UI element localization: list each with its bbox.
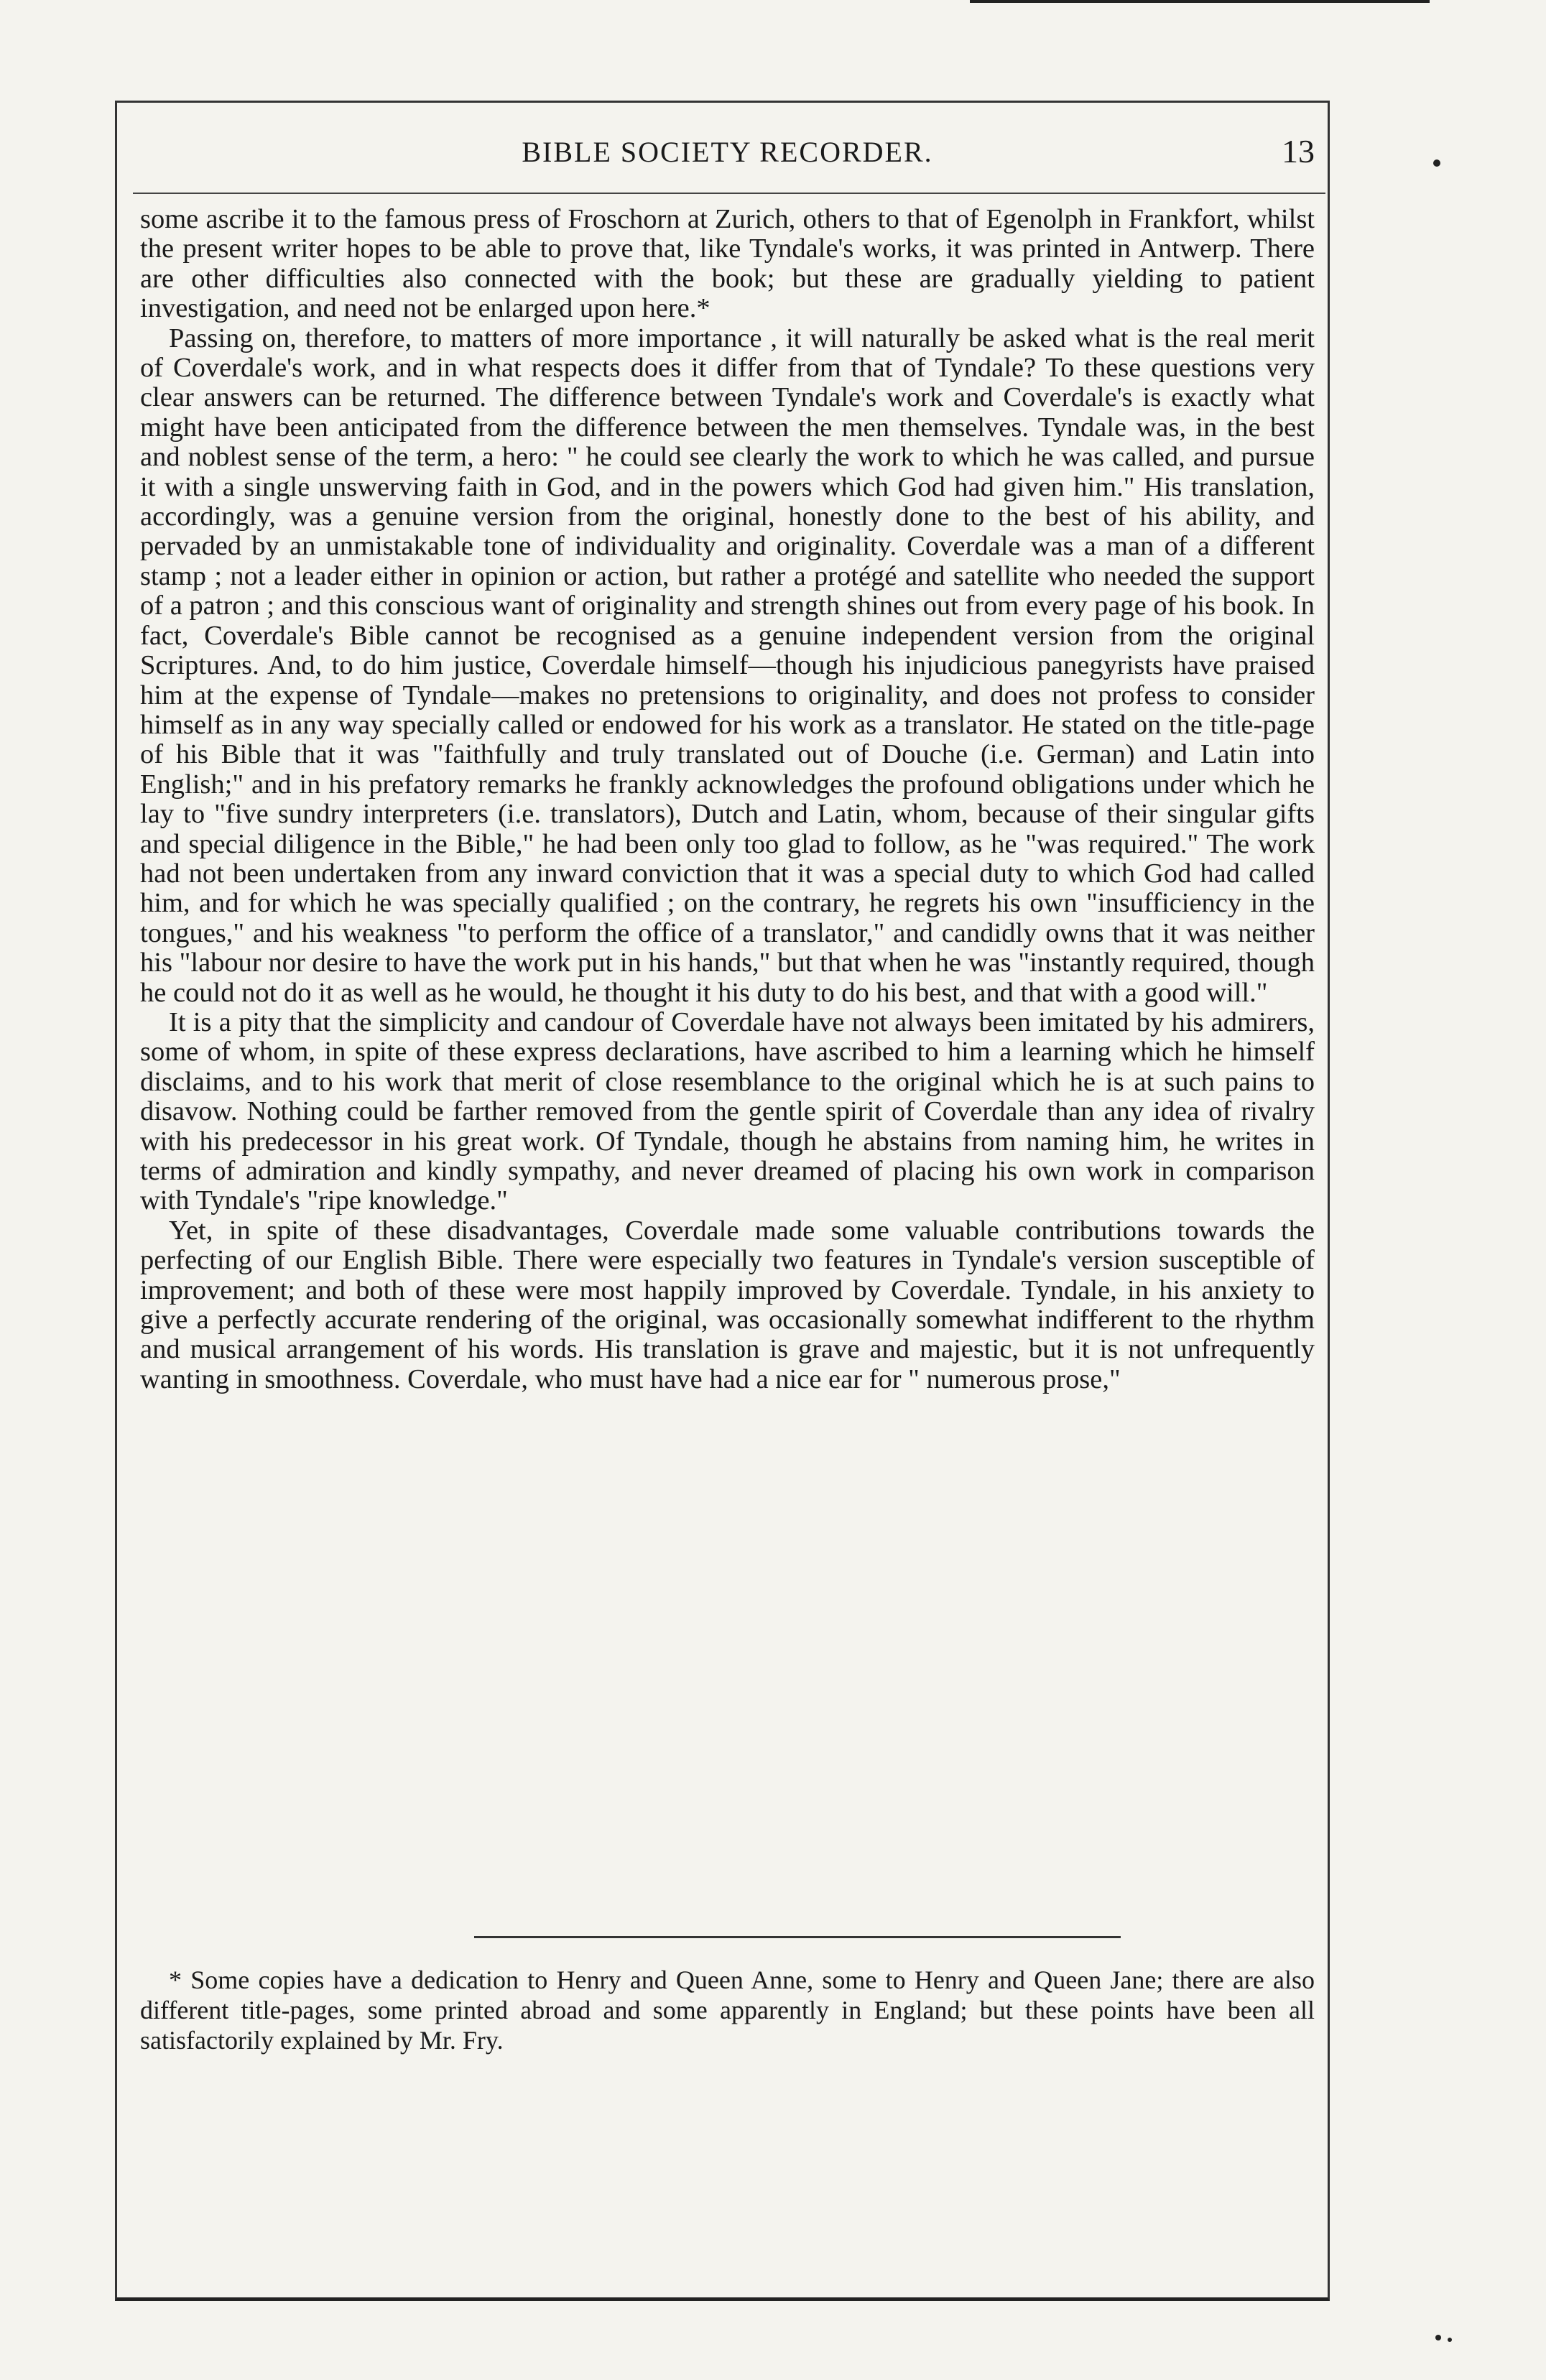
paragraph: Yet, in spite of these disadvantages, Coverdale made some valuable contributions towards the perfecting of our English Bible. There were especially two features in Tyndale's version susceptible of improvement; and both of these were most happily improved by Coverdale. Tyndale, in his anxiety to give a perfectly accurate rendering of the original, was occasionally somewhat indifferent to the rhythm and musical arrangement of his words. His translation is grave and majestic, but it is not unfrequently wanting in smoothness. Coverdale, who must have had a nice ear for " numerous prose,": [140, 1215, 1315, 1394]
top-edge-rule: [970, 0, 1430, 11]
ink-speck: [1433, 159, 1440, 167]
ink-speck: [1448, 2338, 1452, 2342]
paragraph: It is a pity that the simplicity and candour of Coverdale have not always been imitated by his admirers, some of whom, in spite of these express declarations, have ascribed to him a learning which he himself disclaims, and to his work that merit of close resemblance to the original which he is at such pains to disavow. Nothing could be farther removed from the gentle spirit of Coverdale than any idea of rivalry with his predecessor in his great work. Of Tyndale, though he abstains from naming him, he writes in terms of admiration and kindly sympathy, and never dreamed of placing his own work in comparison with Tyndale's "ripe knowledge.": [140, 1006, 1315, 1216]
ink-speck: [1435, 2335, 1441, 2340]
paragraph: some ascribe it to the famous press of Froschorn at Zurich, others to that of Egenolph in Frankfort, whilst the present writer hopes to be able to prove that, like Tyndale's works, it was printed in Antwerp. There are other difficulties also connected with the book; but these are gradually yielding to patient investigation, and need not be enlarged upon here.*: [140, 204, 1315, 324]
paragraph: Passing on, therefore, to matters of more importance , it will naturally be asked what is the real merit of Coverdale's work, and in what respects does it differ from that of Tyndale? To these questions very clear answers can be returned. The difference between Tyndale's work and Coverdale's is exactly what might have been anticipated from the difference between the men themselves. Tyndale was, in the best and noblest sense of the term, a hero: " he could see clearly the work to which he was called, and pursue it with a single unswerving faith in God, and in the powers which God had given him." His translation, accordingly, was a genuine version from the original, honestly done to the best of his ability, and pervaded by an unmistakable tone of individuality and originality. Coverdale was a man of a different stamp ; not a leader either in opinion or action, but rather a protégé and satellite who needed the support of a patron ; and this conscious want of originality and strength shines out from every page of his book. In fact, Coverdale's Bible cannot be recognised as a genuine independent version from the original Scriptures. And, to do him justice, Coverdale himself—though his injudicious panegyrists have praised him at the expense of Tyndale—makes no pretensions to originality, and does not profess to consider himself as in any way specially called or endowed for his work as a translator. He stated on the title-page of his Bible that it was "faithfully and truly translated out of Douche (i.e. German) and Latin into English;" and in his prefatory remarks he frankly acknowledges the profound obligations under which he lay to "five sundry interpreters (i.e. translators), Dutch and Latin, whom, because of their singular gifts and special diligence in the Bible," he had been only too glad to follow, as he "was required." The work had not been undertaken from any inward conviction that it was a special duty to which God had called him, and for which he was specially qualified ; on the contrary, he regrets his own "insufficiency in the tongues," and his weakness "to perform the office of a translator," and candidly owns that it was neither his "labour nor desire to have the work put in his hands," but that when he was "instantly required, though he could not do it as well as he would, he thought it his duty to do his best, and that with a good will.": [140, 323, 1315, 1008]
page-number: 13: [1282, 133, 1315, 170]
footnote: * Some copies have a dedication to Henry and Queen Anne, some to Henry and Queen Jane; there are also different title-pages, some printed abroad and some apparently in England; but these points have been all satisfactorily explained by Mr. Fry.: [140, 1965, 1315, 2055]
page-header: [140, 129, 1315, 180]
running-title: BIBLE SOCIETY RECORDER.: [522, 136, 933, 168]
article-body: [140, 205, 1315, 1394]
header-rule: [133, 193, 1325, 194]
footnote-rule: [474, 1936, 1121, 1938]
